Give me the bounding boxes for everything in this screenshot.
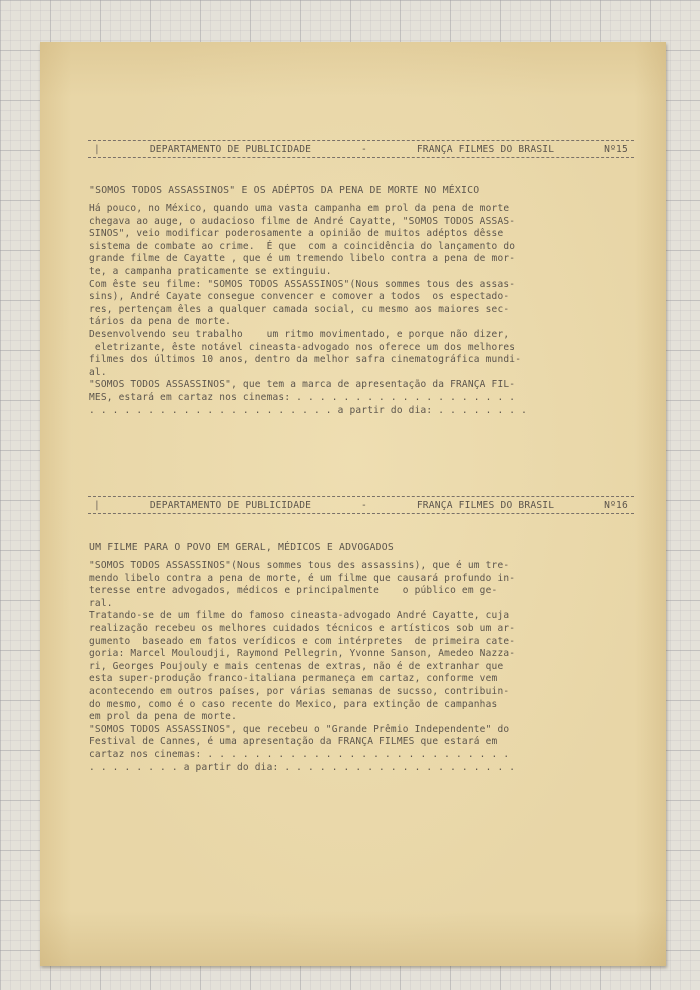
text-line: sins), André Cayate consegue convencer e comover a todos os espectado- (89, 291, 510, 303)
text-line: Desenvolvendo seu trabalho um ritmo movimentado, e porque não dizer, (89, 328, 510, 340)
text-line: goria: Marcel Mouloudji, Raymond Pellegrin, Yvonne Sanson, Amedeo Nazza- (89, 648, 516, 660)
text-line: teresse entre advogados, médicos e principalmente o público em ge- (89, 585, 498, 597)
text-line: em prol da pena de morte. (89, 711, 237, 723)
text-line: res, pertençam êles a qualquer camada social, cu mesmo aos maiores sec- (89, 303, 510, 315)
header-left-bar: | (94, 143, 100, 155)
header-dash: - (361, 143, 367, 155)
text-line: cartaz nos cinemas: . . . . . . . . . . . . . . . . . . . . . . . . . . (89, 748, 510, 760)
text-line: SINOS", veio modificar poderosamente a opinião de muitos adéptos dêsse (89, 228, 504, 240)
text-line: Festival de Cannes, é uma apresentação da FRANÇA FILMES que estará em (89, 736, 498, 748)
text-line: tários da pena de morte. (89, 316, 232, 328)
text-line: gumento baseado em fatos verídicos e com intérpretes de primeira cate- (89, 635, 516, 647)
text-line: filmes dos últimos 10 anos, dentro da melhor safra cinematográfica mundi- (89, 354, 522, 366)
text-line: mendo libelo contra a pena de morte, é um filme que causará profundo in- (89, 572, 516, 584)
header-company: FRANÇA FILMES DO BRASIL (416, 143, 555, 155)
text-line: chegava ao auge, o audacioso filme de André Cayatte, "SOMOS TODOS ASSAS- (89, 215, 516, 227)
text-line: al. (89, 366, 107, 378)
text-line: MES, estará em cartaz nos cinemas: . . . . . . . . . . . . . . . . . . . (89, 391, 516, 403)
text-line: . . . . . . . . a partir do dia: . . . . . . . . . . . . . . . . . . . . (89, 761, 516, 773)
text-line: "SOMOS TODOS ASSASSINOS", que tem a marca de apresentação da FRANÇA FIL- (89, 379, 516, 391)
text-line: "SOMOS TODOS ASSASSINOS"(Nous sommes tous des assassins), que é um tre- (89, 560, 510, 571)
text-line: sistema de combate ao crime. É que com a coincidência do lançamento do (89, 240, 516, 252)
article2-title: UM FILME PARA O POVO EM GERAL, MÉDICOS E ADVOGADOS (89, 542, 394, 553)
text-line: ral. (89, 597, 113, 609)
text-line: grande filme de Cayatte , que é um tremendo libelo contra a pena de mor- (89, 253, 516, 265)
article1-body (89, 203, 629, 417)
header-bar-16 (88, 496, 634, 514)
text-line: realização recebeu os melhores cuidados técnicos e artísticos sob um ar- (89, 622, 516, 634)
header-company: FRANÇA FILMES DO BRASIL (416, 499, 555, 511)
header-number: Nº16 (604, 499, 628, 511)
header-dash: - (361, 499, 367, 511)
text-line: do mesmo, como é o caso recente do Mexico, para extinção de campanhas (89, 698, 498, 710)
text-line: esta super-produção franco-italiana permaneça em cartaz, conforme vem (89, 673, 498, 685)
text-line: Há pouco, no México, quando uma vasta campanha em prol da pena de morte (89, 203, 510, 214)
article1-title: "SOMOS TODOS ASSASSINOS" E OS ADÉPTOS DA PENA DE MORTE NO MÉXICO (89, 185, 480, 196)
text-line: eletrizante, êste notável cineasta-advogado nos oferece um dos melhores (89, 341, 516, 353)
header-department: DEPARTAMENTO DE PUBLICIDADE (149, 499, 312, 511)
header-department: DEPARTAMENTO DE PUBLICIDADE (149, 143, 312, 155)
text-line: Tratando-se de um filme do famoso cineasta-advogado André Cayatte, cuja (89, 610, 510, 622)
text-line: ri, Georges Poujouly e mais centenas de extras, não é de extranhar que (89, 660, 504, 672)
text-line: Com êste seu filme: "SOMOS TODOS ASSASSINOS"(Nous sommes tous des assas- (89, 278, 516, 290)
article2-body (89, 560, 629, 774)
text-line: "SOMOS TODOS ASSASSINOS", que recebeu o "Grande Prêmio Independente" do (89, 723, 510, 735)
header-left-bar: | (94, 499, 100, 511)
header-number: Nº15 (604, 143, 628, 155)
header-bar-15 (88, 140, 634, 158)
text-line: . . . . . . . . . . . . . . . . . . . . . a partir do dia: . . . . . . . . (89, 404, 528, 416)
typewritten-sheet (40, 42, 666, 966)
text-line: te, a campanha praticamente se extinguiu. (89, 265, 332, 277)
text-line: acontecendo em outros países, por várias semanas de sucsso, contribuin- (89, 685, 510, 697)
